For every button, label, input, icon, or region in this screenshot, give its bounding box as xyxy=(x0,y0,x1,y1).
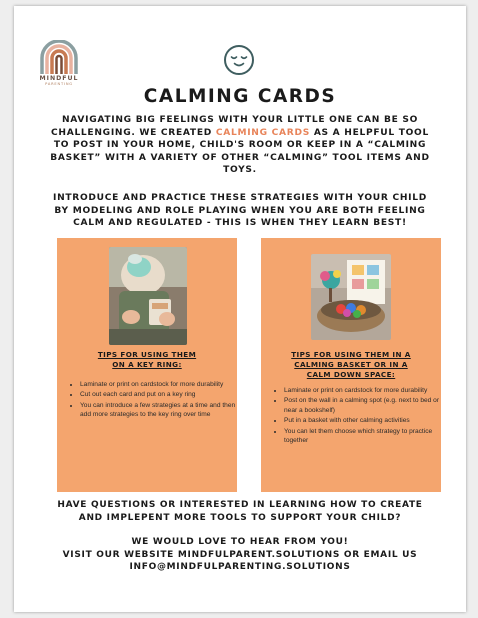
calming-basket-photo xyxy=(311,254,391,340)
calming-cards-highlight: CALMING CARDS xyxy=(215,127,310,138)
contact-block xyxy=(44,536,436,574)
list-item: • Post on the wall in a calming spot (e.g. next to bed or near a bookshelf) xyxy=(284,396,444,415)
calming-basket-tips-list xyxy=(273,386,444,446)
intro-text-end: AS A HELPFUL TOOL TO POST IN YOUR HOME, CHILD'S ROOM OR KEEP IN A “CALMING BASKET” WITH A VARIETY OF OTHER “CALMING” TOOL ITEMS AND TOYS. xyxy=(50,127,430,176)
list-item: • Cut out each card and put on a key ring xyxy=(80,390,240,399)
list-item: • Laminate or print on cardstock for more durability xyxy=(284,386,444,395)
key-ring-heading-line1: TIPS FOR USING THEM xyxy=(97,350,197,359)
list-item: • You can let them choose which strategy to practice together xyxy=(284,427,444,446)
key-ring-heading-line2: ON A KEY RING: xyxy=(112,359,182,369)
logo-name: MINDFUL xyxy=(39,75,79,82)
list-item: • You can introduce a few strategies at a time and then add more strategies to the key ring over time xyxy=(80,401,240,420)
key-ring-tips-card xyxy=(57,238,237,492)
calm-face-icon xyxy=(222,43,256,77)
intro-text-start: NAVIGATING BIG FEELINGS WITH YOUR LITTLE ONE CAN BE SO CHALLENGING. WE CREATED xyxy=(51,115,419,138)
key-ring-photo xyxy=(109,247,187,345)
contact-line-2: VISIT OUR WEBSITE MINDFULPARENT.SOLUTIONS OR EMAIL US xyxy=(62,549,418,560)
mindful-parenting-logo xyxy=(36,40,82,86)
logo-subtitle: PARENTING xyxy=(45,82,73,86)
calming-basket-tips-heading xyxy=(261,350,441,379)
contact-email: INFO@MINDFULPARENTING.SOLUTIONS xyxy=(129,562,351,573)
intro-paragraph xyxy=(50,114,430,177)
calming-basket-heading-line1: TIPS FOR USING THEM IN A xyxy=(291,350,411,359)
key-ring-tips-heading xyxy=(57,350,237,370)
page-title: CALMING CARDS xyxy=(143,86,337,107)
questions-text: HAVE QUESTIONS OR INTERESTED IN LEARNING HOW TO CREATE AND IMPLEPENT MORE TOOLS TO SUPPORT YOUR CHILD? xyxy=(57,500,423,523)
calming-basket-heading-line3: CALM DOWN SPACE: xyxy=(306,369,396,379)
list-item: • Laminate or print on cardstock for more durability xyxy=(80,380,240,389)
key-ring-tips-list xyxy=(69,380,240,421)
rainbow-logo-icon xyxy=(39,40,79,74)
calming-basket-tips-card xyxy=(261,238,441,492)
contact-line-1: WE WOULD LOVE TO HEAR FROM YOU! xyxy=(131,537,349,547)
strategy-paragraph: INTRODUCE AND PRACTICE THESE STRATEGIES WITH YOUR CHILD BY MODELING AND ROLE PLAYING WHEN YOU ARE BOTH FEELING CALM AND REGULATED - THIS IS WHEN THEY LEARN BEST! xyxy=(53,193,427,229)
document-page xyxy=(14,6,466,612)
list-item: • Put in a basket with other calming activities xyxy=(284,416,444,425)
calming-basket-heading-line2: CALMING BASKET OR IN A xyxy=(294,359,408,369)
